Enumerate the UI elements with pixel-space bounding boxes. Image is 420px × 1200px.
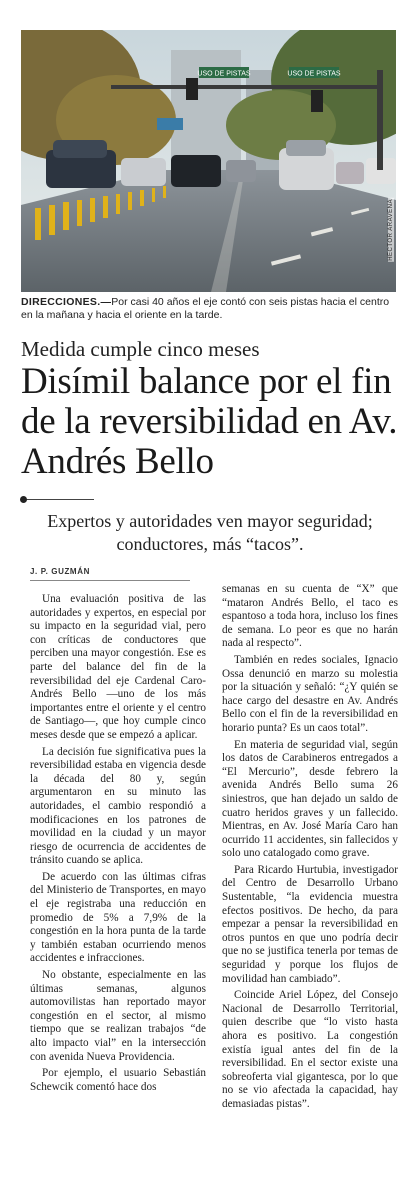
paragraph: De acuerdo con las últimas cifras del Ministerio de Transportes, en mayo el eje registraba una reducción en promedio de 5% a 7,9% de la congestión en la hora punta de la tarde y también estaban ocurriendo menos accidentes e infracciones. [30,870,206,965]
photo-credit: HÉCTOR ARAVENA [388,199,394,261]
paragraph: semanas en su cuenta de “X” que “mataron Andrés Bello, el taco es espantoso a toda hora, incluso los fines de semana. Lo peor es que no harán nada al respecto”. [222,583,398,650]
paragraph: Por ejemplo, el usuario Sebastián Schewcik comentó hace dos [30,1067,206,1093]
paragraph: En materia de seguridad vial, según los datos de Carabineros entregados a “El Mercurio”, desde febrero la avenida Andrés Bello suma 26 siniestros, que han dejado un saldo de cuatro heridos graves y un fallecido. Mientras, en Av. José María Caro han ocurrido 11 accidentes, sin fallecidos y solo uno catalogado como grave. [222,738,398,860]
byline: J. P. GUZMÁN [30,567,90,576]
paragraph: Para Ricardo Hurtubia, investigador del Centro de Desarrollo Urbano Sustentable, “la evidencia muestra efectos positivos. De hecho, da para empezar a pensar la reversibilidad en otros puntos en que uno podría decir que no se justifica tenerla por temas de seguridad y porque los flujos de movilidad han cambiado”. [222,863,398,985]
street-sign-2: USO DE PISTAS [287,70,341,78]
caption-text: Por casi 40 años el eje contó con seis pistas hacia el centro en la mañana y hacia el oriente en la tarde. [21,296,390,321]
divider-rule [24,499,94,500]
news-photo [21,30,396,292]
caption-label: DIRECCIONES.— [21,296,112,308]
body-column-right [222,583,398,1115]
paragraph: Coincide Ariel López, del Consejo Nacional de Desarrollo Territorial, quien describe que “lo visto hasta ahora es positivo. La congestión existía igual antes del fin de la reversibilidad. En el sector existe una sobreoferta vial gigantesca, por lo que no se vio afectada la capacidad, hay demasiadas pistas”. [222,989,398,1110]
body-column-left [30,593,206,1097]
street-sign-1: USO DE PISTAS [197,70,251,78]
headline: Disímil balance por el fin de la reversibilidad en Av. Andrés Bello [21,361,398,482]
divider-dot [20,496,27,503]
kicker: Medida cumple cinco meses [21,337,260,361]
subheadline: Expertos y autoridades ven mayor seguridad; conductores, más “tacos”. [47,511,373,554]
street-scene-image [21,30,396,292]
byline-rule [30,580,190,581]
paragraph: Una evaluación positiva de las autoridades y expertos, en especial por su impacto en la seguridad vial, pero con críticas de conductores que perciben una mayor congestión. Ese es parte del balance del fin de la reversibilidad del eje Cardenal Caro-Andrés Bello —uno de los más importantes entre el oriente y el centro de Santiago—, que hoy cumple cinco meses desde que se empezó a aplicar. [30,593,206,741]
paragraph: También en redes sociales, Ignacio Ossa denunció en marzo su molestia por la situación y señaló: “¿Y quién se hace cargo del desastre en Av. Andrés Bello con el fin de la reversibilidad en horario punta? Es un caos total”. [222,653,398,734]
paragraph: No obstante, especialmente en las últimas semanas, algunos automovilistas han reportado mayor congestión en el sector, al mismo tiempo que se realizan trabajos “de alto impacto vial” en la intersección con avenida Nueva Providencia. [30,969,206,1063]
paragraph: La decisión fue significativa pues la reversibilidad estaba en vigencia desde la década del 80 y, según argumentaron en su minuto las autoridades, el cambio respondió a modificaciones en los patrones de movilidad en la ciudad y un mayor riesgo de ocurrencia de accidentes de tránsito cuando se aplica. [30,745,206,867]
photo-caption [21,296,396,322]
